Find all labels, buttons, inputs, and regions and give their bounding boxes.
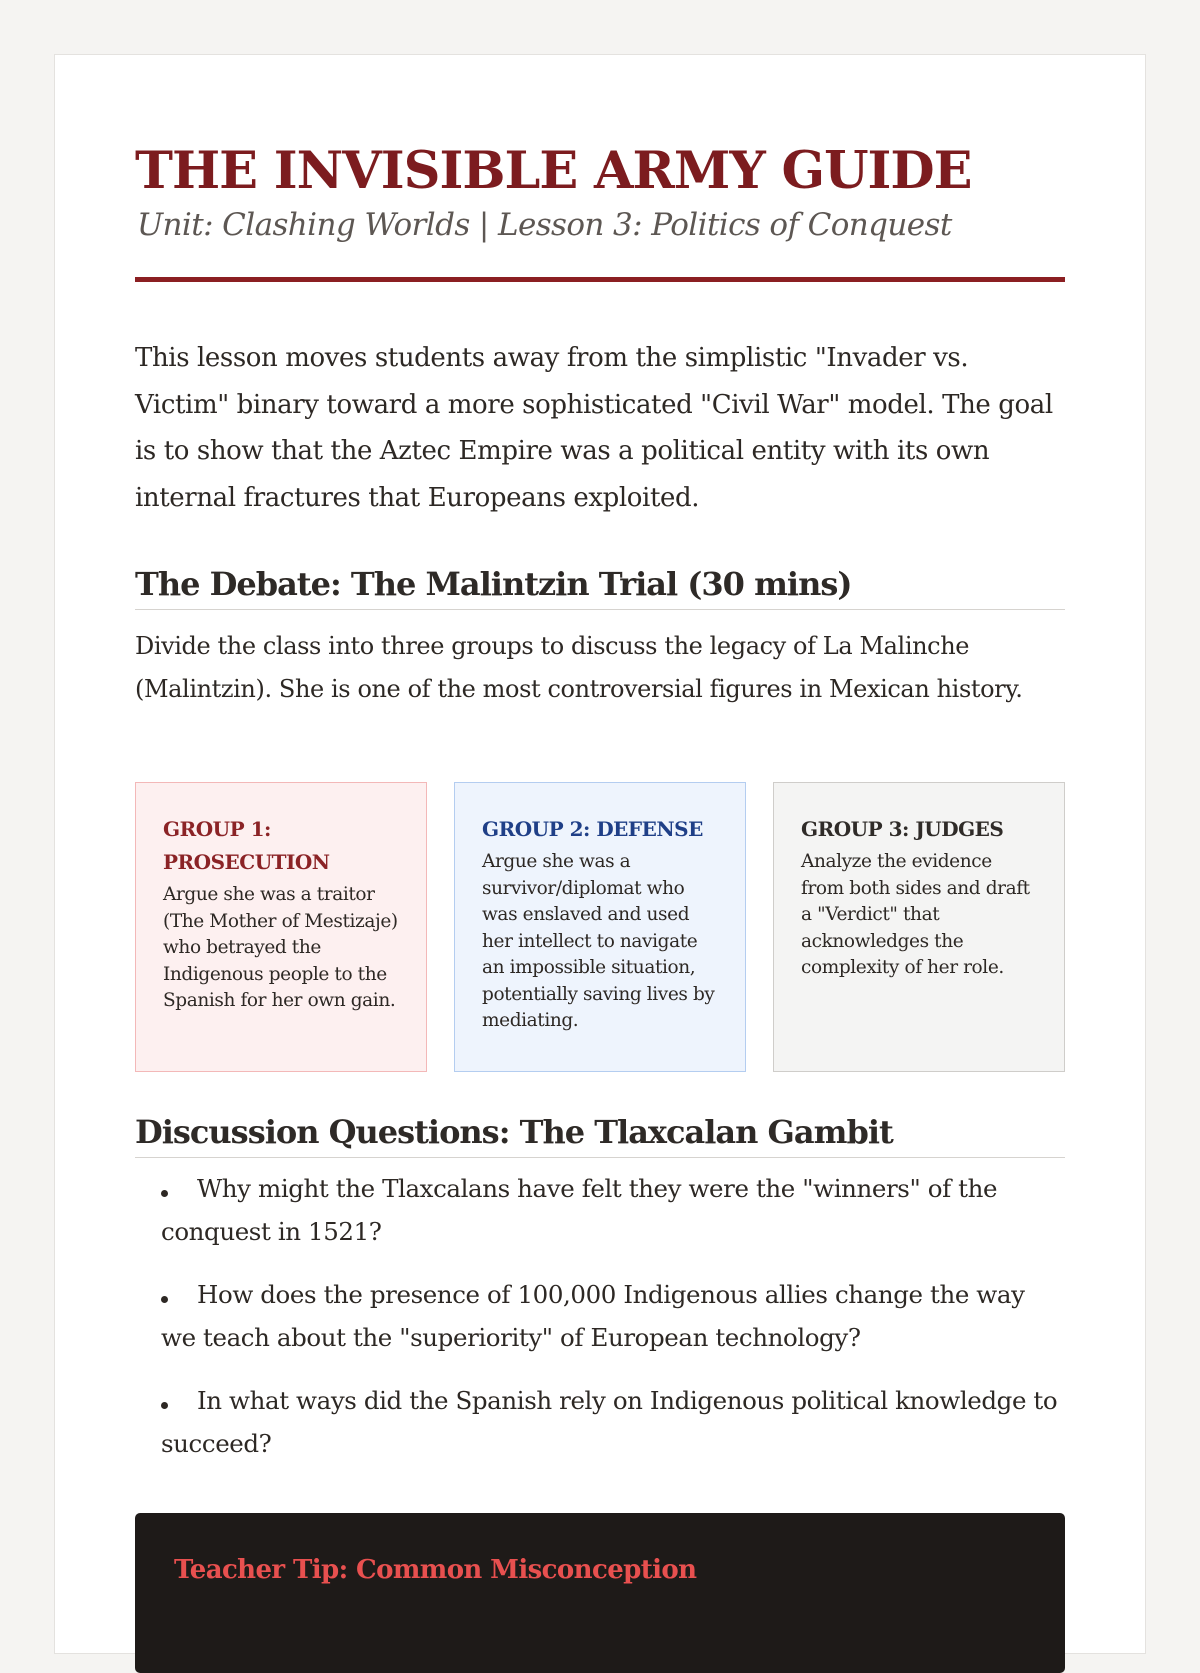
- debate-description: Divide the class into three groups to discuss the legacy of La Malinche (Malintzin). She is one of the most controversial figures in Mexican history.: [135, 632, 1023, 703]
- list-item: [135, 1167, 1065, 1253]
- group-card-text: Analyze the evidence from both sides and draft a "Verdict" that acknowledges the complexity of her role.: [801, 851, 1030, 978]
- teacher-tip-box: [135, 1513, 1065, 1673]
- group-card-title: GROUP 3: JUDGES: [801, 817, 1004, 841]
- group-cards: [135, 782, 1065, 1072]
- question-text: In what ways did the Spanish rely on Indigenous political knowledge to succeed?: [161, 1386, 1058, 1458]
- title-divider: [135, 277, 1065, 282]
- intro-paragraph: This lesson moves students away from the simplistic "Invader vs. Victim" binary toward a more sophisticated "Civil War" model. The goal is to show that the Aztec Empire was a political entity with its own internal fractures that Europeans exploited.: [135, 343, 1053, 513]
- list-item: [135, 1273, 1065, 1359]
- discussion-question-list: [135, 1167, 1065, 1485]
- group-card-defense: [454, 782, 746, 1072]
- question-text: How does the presence of 100,000 Indigenous allies change the way we teach about the "superiority" of European technology?: [161, 1280, 1025, 1352]
- list-item: [135, 1379, 1065, 1465]
- page-subtitle: Unit: Clashing Worlds | Lesson 3: Politics of Conquest: [137, 207, 952, 243]
- group-card-title: GROUP 1: PROSECUTION: [163, 817, 330, 874]
- group-card-title: GROUP 2: DEFENSE: [482, 817, 703, 841]
- group-card-judges: [773, 782, 1065, 1072]
- page-title: THE INVISIBLE ARMY GUIDE: [135, 141, 972, 201]
- discussion-heading: Discussion Questions: The Tlaxcalan Gambit: [135, 1111, 1065, 1158]
- group-card-text: Argue she was a survivor/diplomat who was enslaved and used her intellect to navigate an impossible situation, potentially saving lives by mediating.: [482, 851, 715, 1031]
- group-card-text: Argue she was a traitor (The Mother of Mestizaje) who betrayed the Indigenous people to the Spanish for her own gain.: [163, 884, 398, 1011]
- lesson-page: [54, 54, 1146, 1654]
- debate-heading: The Debate: The Malintzin Trial (30 mins): [135, 563, 1065, 610]
- question-text: Why might the Tlaxcalans have felt they were the "winners" of the conquest in 1521?: [161, 1174, 998, 1246]
- teacher-tip-title: Teacher Tip: Common Misconception: [174, 1555, 697, 1585]
- group-card-prosecution: [135, 782, 427, 1072]
